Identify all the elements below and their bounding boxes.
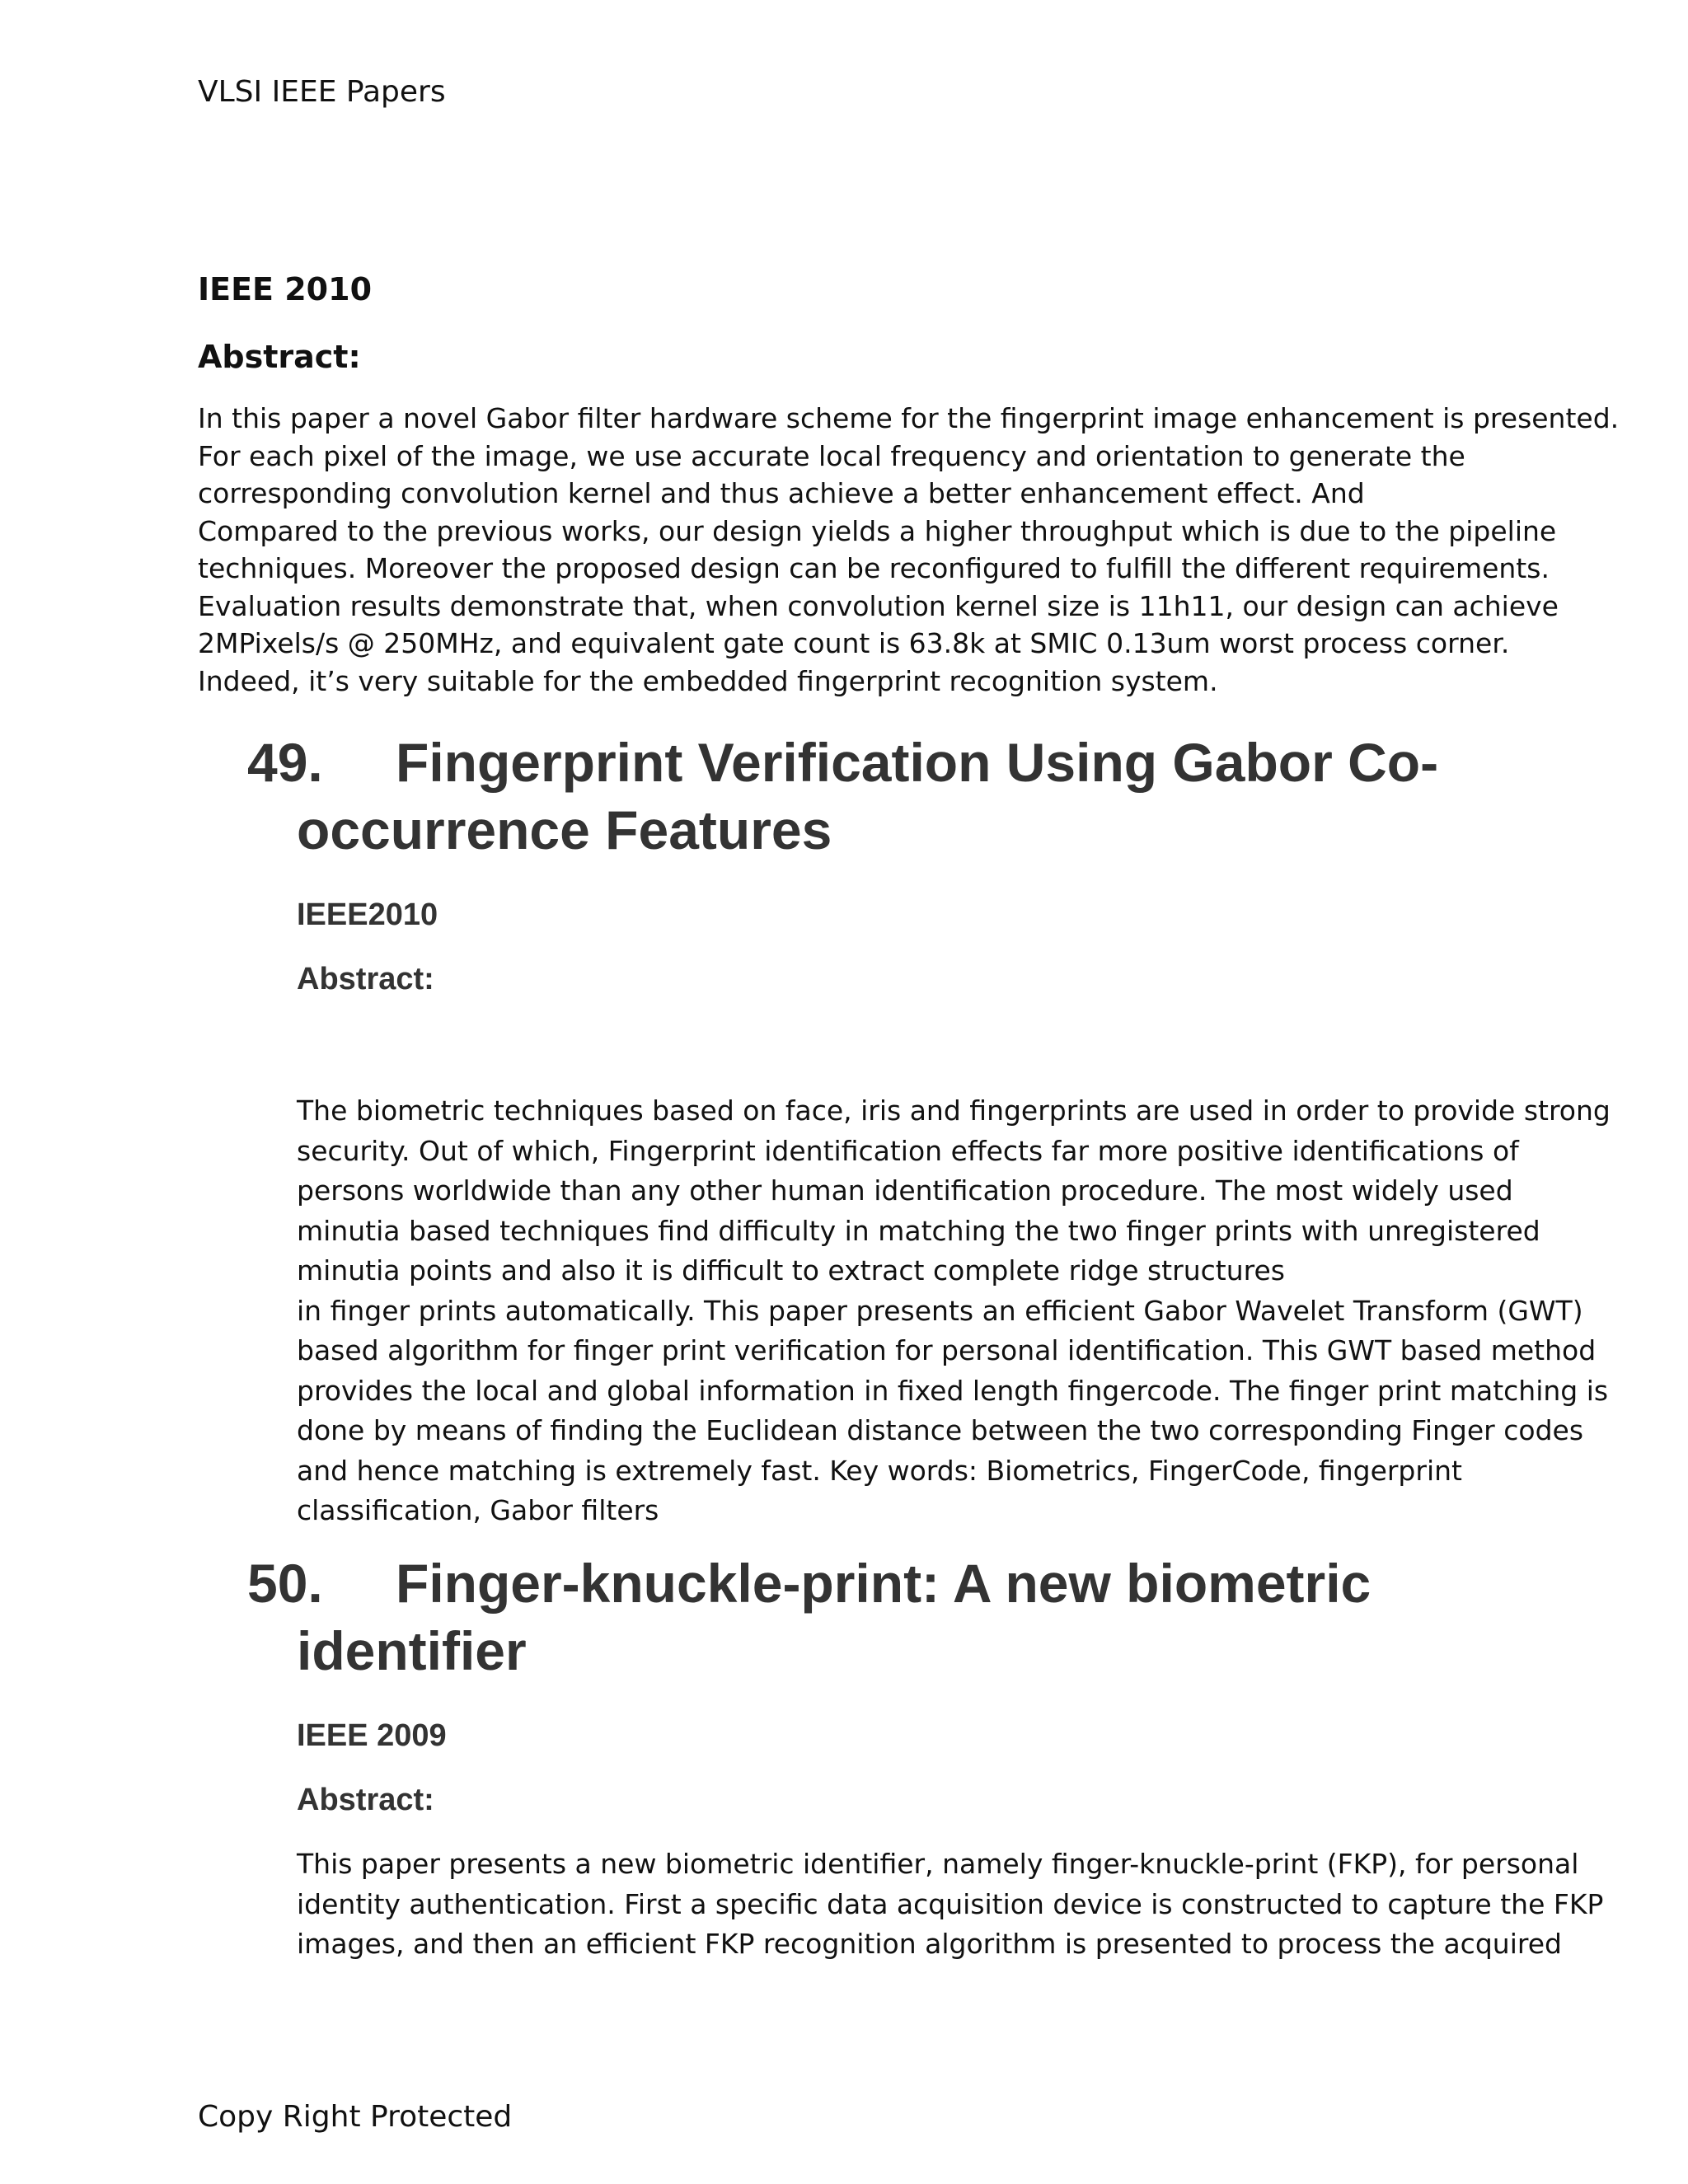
paper-title (247, 729, 1533, 864)
intro-line: For each pixel of the image, we use accurate local frequency and orientation to generate the (198, 439, 1465, 472)
paper-line: in finger prints automatically. This paper presents an efficient Gabor Wavelet Transform (GWT) (297, 1294, 1583, 1327)
intro-line: techniques. Moreover the proposed design can be reconfigured to fulfill the different requirements. (198, 552, 1550, 584)
page-footer: Copy Right Protected (198, 2100, 513, 2134)
paper-line: minutia points and also it is difficult to extract complete ridge structures (297, 1254, 1285, 1286)
paper-line: images, and then an efficient FKP recognition algorithm is presented to process the acquired (297, 1928, 1562, 1960)
intro-year: IEEE 2010 (198, 271, 373, 307)
intro-line: In this paper a novel Gabor filter hardware scheme for the fingerprint image enhancement is presented. (198, 402, 1620, 434)
paper-line: and hence matching is extremely fast. Key words: Biometrics, FingerCode, fingerprint (297, 1454, 1462, 1487)
intro-line: 2MPixels/s @ 250MHz, and equivalent gate count is 63.8k at SMIC 0.13um worst process corner. (198, 627, 1510, 659)
paper-title-line: Finger-knuckle-print: A new biometric (396, 1553, 1372, 1614)
paper-title-line: identifier (297, 1620, 527, 1681)
paper-year: IEEE 2009 (297, 1718, 447, 1753)
paper-abstract-text (297, 1091, 1611, 1531)
paper-line: classification, Gabor filters (297, 1494, 659, 1526)
paper-line: This paper presents a new biometric identifier, namely finger-knuckle-print (FKP), for personal (297, 1848, 1579, 1880)
paper-title (247, 1549, 1533, 1685)
paper-line: provides the local and global information in fixed length fingercode. The finger print matching is (297, 1374, 1609, 1407)
intro-line: Indeed, it’s very suitable for the embedded fingerprint recognition system. (198, 664, 1218, 697)
intro-abstract-text (198, 400, 1620, 700)
paper-abstract-text (297, 1844, 1604, 1965)
paper-year: IEEE2010 (297, 898, 438, 932)
paper-abstract-label: Abstract: (297, 1783, 434, 1817)
intro-line: Evaluation results demonstrate that, when convolution kernel size is 11h11, our design can achieve (198, 589, 1559, 622)
paper-line: The biometric techniques based on face, iris and fingerprints are used in order to provide strong (297, 1094, 1611, 1127)
paper-line: persons worldwide than any other human identification procedure. The most widely used (297, 1174, 1513, 1207)
intro-section (198, 269, 1620, 700)
paper-line: minutia based techniques find difficulty in matching the two finger prints with unregistered (297, 1214, 1540, 1247)
page-header: VLSI IEEE Papers (198, 75, 446, 109)
paper-line: security. Out of which, Fingerprint identification effects far more positive identifications of (297, 1134, 1519, 1167)
paper-abstract-label: Abstract: (297, 962, 434, 996)
paper-title-line: Fingerprint Verification Using Gabor Co- (396, 732, 1439, 793)
intro-line: corresponding convolution kernel and thus achieve a better enhancement effect. And (198, 477, 1365, 509)
intro-abstract-label: Abstract: (198, 339, 361, 375)
paper-line: done by means of finding the Euclidean distance between the two corresponding Finger codes (297, 1414, 1584, 1446)
paper-line: identity authentication. First a specific data acquisition device is constructed to capture the FKP (297, 1887, 1604, 1920)
paper-49 (247, 729, 1611, 1531)
paper-50 (247, 1549, 1604, 1965)
paper-number: 50. (247, 1553, 323, 1614)
paper-title-line: occurrence Features (297, 799, 832, 860)
intro-line: Compared to the previous works, our design yields a higher throughput which is due to the pipeline (198, 514, 1557, 547)
paper-number: 49. (247, 732, 323, 793)
paper-line: based algorithm for finger print verification for personal identification. This GWT based method (297, 1334, 1597, 1366)
